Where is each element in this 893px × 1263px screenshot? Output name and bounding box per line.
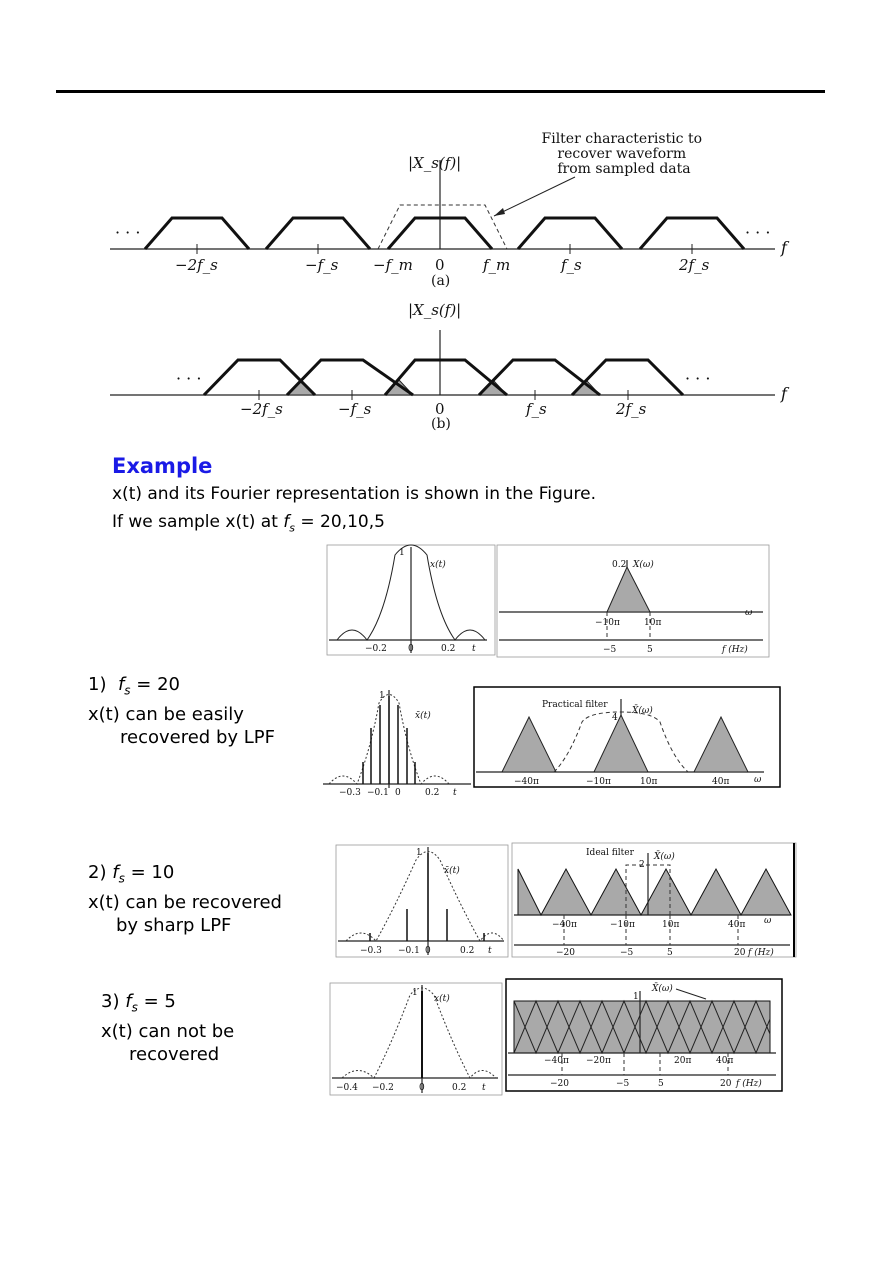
case3-value: = 5 [143, 991, 176, 1012]
ellipsis-left-b: · · · [176, 369, 202, 388]
example-line2-fs: f [283, 512, 290, 532]
example-line2-prefix: If we sample x(t) at [112, 512, 278, 532]
case3-spec-w1: −20π [586, 1056, 611, 1066]
base-xt-tick0: −0.2 [365, 644, 387, 654]
base-spec-axis-w: ω [745, 608, 753, 618]
case3-spec-w3: 40π [716, 1056, 734, 1066]
case1-spec-w3: 40π [712, 777, 730, 787]
case3-num: 3) [101, 991, 120, 1012]
case1-xt-tick1: −0.1 [367, 788, 389, 798]
case1-xt-tick3: 0.2 [425, 788, 440, 798]
ylabel-b: |X_s(f)| [408, 301, 462, 319]
case1-fs: f [117, 674, 125, 695]
case3-spec-f3: 20 [720, 1079, 732, 1089]
example-line2-sub: s [289, 521, 295, 535]
case2-xt-tick1: −0.1 [398, 946, 420, 956]
case1-spec-axis: ω [754, 775, 762, 785]
base-xt-axis: t [472, 644, 476, 654]
case3-text [101, 990, 234, 1066]
case3-spec-f1: −5 [616, 1079, 630, 1089]
case3-desc1: x(t) can not be [101, 1020, 235, 1042]
case1-fs-sub: s [124, 683, 131, 698]
case1-xt-tick0: −0.3 [339, 788, 361, 798]
case2-xt-tick2: 0 [425, 946, 431, 956]
tick-b-1: −f_s [338, 400, 372, 418]
case3-spectrum-plot [506, 979, 784, 1093]
base-spec-f1: 5 [647, 645, 653, 655]
ellipsis-left-a: · · · [115, 223, 141, 242]
base-spectrum-plot [497, 545, 769, 657]
figure-panel-a [0, 0, 893, 300]
case3-desc2: recovered [129, 1043, 220, 1065]
case2-xt-tick3: 0.2 [460, 946, 475, 956]
tick-a-2: −f_m [373, 256, 413, 274]
case2-text [88, 861, 282, 937]
case3-fs: f [125, 991, 132, 1012]
caption-b: (b) [431, 416, 451, 432]
case2-spec-w3: 40π [728, 920, 746, 930]
tick-b-4: 2f_s [616, 400, 647, 418]
case3-xt-tick3: 0.2 [452, 1083, 467, 1093]
case2-desc1: x(t) can be recovered [88, 891, 282, 913]
case2-spec-label: X̄(ω) [654, 852, 675, 862]
case2-xt-plot [336, 845, 508, 957]
case2-spec-w2: 10π [662, 920, 680, 930]
case2-spectrum-plot [512, 843, 796, 957]
case3-spec-f2: 5 [658, 1079, 664, 1089]
case3-spec-f0: −20 [550, 1079, 569, 1089]
case2-filter-label: Ideal filter [586, 848, 634, 858]
ylabel-a: |X_s(f)| [408, 154, 462, 172]
ellipsis-right-b: · · · [685, 369, 711, 388]
case1-spec-label: X̄(ω) [632, 706, 653, 716]
base-spec-w1: 10π [644, 618, 662, 628]
case2-spec-f1: −5 [620, 948, 634, 958]
case2-value: = 10 [130, 862, 175, 883]
case2-spec-f0: −20 [556, 948, 575, 958]
tick-a-4: f_m [483, 256, 511, 274]
case2-spec-peak: 2 [639, 860, 645, 870]
case1-spec-w1: −10π [586, 777, 611, 787]
base-spec-label: X(ω) [633, 560, 654, 570]
case1-xt-plot [321, 688, 473, 798]
base-xt-label: x(t) [430, 560, 446, 570]
case2-spec-f2: 5 [667, 948, 673, 958]
annotation-line: Filter characteristic to recover waveform from sampled data [541, 131, 703, 177]
case3-spec-label: X̄(ω) [652, 984, 673, 994]
case2-title [88, 861, 282, 891]
case2-spec-axis-f: f (Hz) [748, 948, 774, 958]
base-xt-plot [327, 545, 495, 655]
case2-xt-axis: t [488, 946, 492, 956]
example-heading: Example [112, 454, 213, 478]
case3-spec-w0: −40π [544, 1056, 569, 1066]
xlabel-a: f [781, 238, 787, 257]
tick-b-0: −2f_s [240, 400, 283, 418]
case3-xt-axis: t [482, 1083, 486, 1093]
case3-xt-plot [330, 983, 502, 1095]
case2-spec-axis-w: ω [764, 916, 772, 926]
tick-a-1: −f_s [305, 256, 339, 274]
tick-a-3: 0 [435, 256, 445, 274]
case3-spec-peak: 1 [633, 992, 639, 1002]
case1-value: = 20 [136, 674, 180, 695]
tick-b-2: 0 [435, 400, 445, 418]
base-spec-f0: −5 [603, 645, 617, 655]
case2-spec-f3: 20 [734, 948, 746, 958]
tick-a-0: −2f_s [175, 256, 218, 274]
case3-title [101, 990, 234, 1020]
case1-xt-label: x̄(t) [415, 711, 431, 721]
case2-fs-sub: s [118, 871, 125, 886]
case1-desc2: recovered by LPF [120, 726, 275, 748]
example-line2 [112, 512, 385, 534]
case3-xt-tick2: 0 [419, 1083, 425, 1093]
case1-xt-tick2: 0 [395, 788, 401, 798]
caption-a: (a) [431, 273, 451, 289]
case2-xt-tick0: −0.3 [360, 946, 382, 956]
base-xt-tick2: 0.2 [441, 644, 456, 654]
case1-spec-peak: 4 [612, 713, 618, 723]
case2-xt-peak: 1 [416, 848, 422, 858]
case1-spectrum-plot [474, 687, 782, 789]
case1-filter-label: Practical filter [542, 700, 608, 710]
case2-fs: f [112, 862, 119, 883]
case1-desc1: x(t) can be easily [88, 703, 244, 725]
case1-xt-peak: 1 [379, 691, 385, 701]
example-line2-values: = 20,10,5 [300, 512, 385, 532]
case3-fs-sub: s [131, 1000, 138, 1015]
base-xt-tick1: 0 [408, 644, 414, 654]
base-spec-w0: −10π [595, 618, 620, 628]
figure-panel-b [0, 290, 893, 440]
case2-spec-w0: −40π [552, 920, 577, 930]
tick-b-3: f_s [526, 400, 547, 418]
base-xt-peak: 1 [399, 548, 405, 558]
case2-spec-w1: −10π [610, 920, 635, 930]
case3-spec-axis-f: f (Hz) [736, 1079, 762, 1089]
case2-xt-label: x̄(t) [444, 866, 460, 876]
case1-num: 1) [88, 674, 107, 695]
tick-a-5: f_s [561, 256, 582, 274]
example-line1: x(t) and its Fourier representation is shown in the Figure. [112, 484, 597, 504]
case3-xt-label: x(t) [434, 994, 450, 1004]
tick-a-6: 2f_s [679, 256, 710, 274]
case2-desc2: by sharp LPF [116, 914, 232, 936]
case1-spec-w2: 10π [640, 777, 658, 787]
case3-xt-peak: 1 [412, 988, 418, 998]
case1-xt-axis: t [453, 788, 457, 798]
case2-num: 2) [88, 862, 107, 883]
case1-text [88, 673, 275, 749]
ellipsis-right-a: · · · [745, 223, 771, 242]
case1-title [88, 673, 275, 703]
case3-spec-w2: 20π [674, 1056, 692, 1066]
xlabel-b: f [781, 384, 787, 403]
base-spec-axis-f: f (Hz) [722, 645, 748, 655]
case3-xt-tick1: −0.2 [372, 1083, 394, 1093]
case1-spec-w0: −40π [514, 777, 539, 787]
base-spec-peak: 0.2 [612, 560, 627, 570]
case3-xt-tick0: −0.4 [336, 1083, 358, 1093]
